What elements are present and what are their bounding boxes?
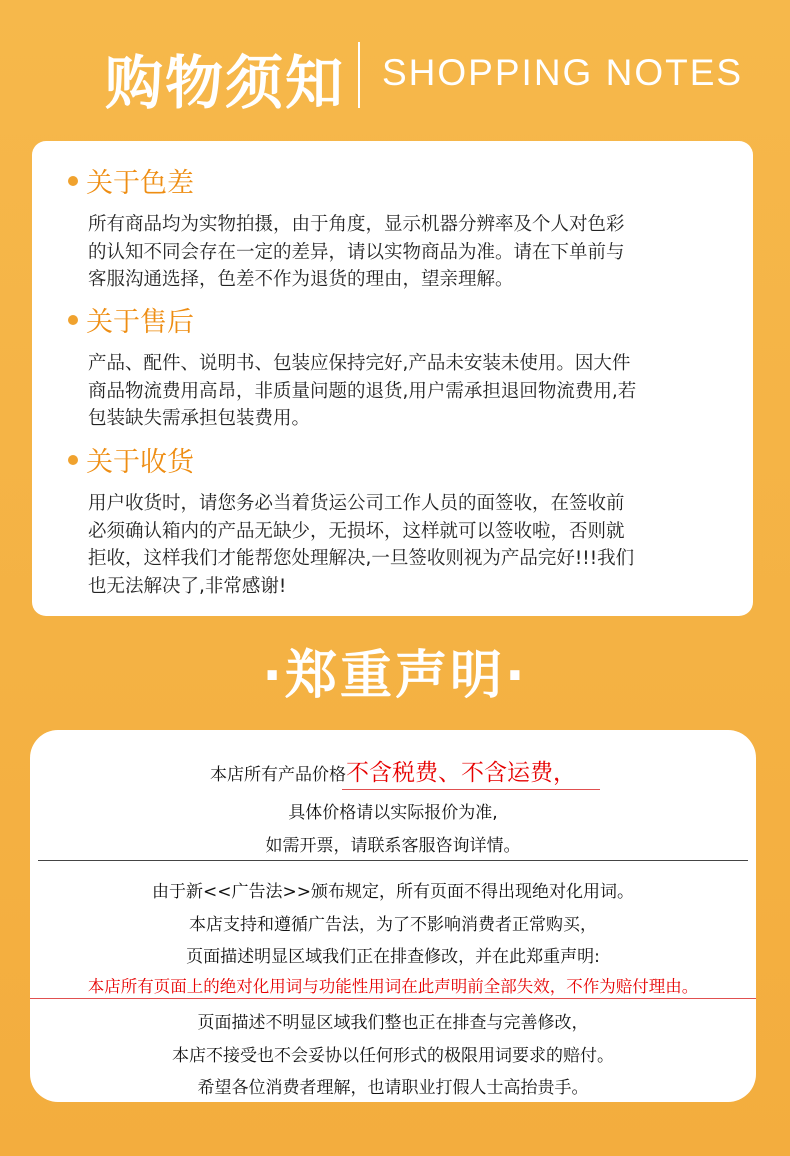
bullet-icon <box>68 455 78 465</box>
declaration-title: ·郑重声明· <box>262 646 528 706</box>
law-line: 本店支持和遵循广告法，为了不影响消费者正常购买， <box>189 915 597 935</box>
note-body <box>88 211 738 294</box>
price-line-2: 具体价格请以实际报价为准, <box>288 803 498 823</box>
note-line: 客服沟通选择，色差不作为退货的理由，望亲理解。 <box>88 269 514 290</box>
law-line: 希望各位消费者理解，也请职业打假人士高抬贵手。 <box>197 1078 589 1098</box>
law-line: 本店不接受也不会妥协以任何形式的极限用词要求的赔付。 <box>172 1046 614 1066</box>
price-line-3: 如需开票，请联系客服咨询详情。 <box>265 836 521 856</box>
page-header <box>0 30 790 120</box>
law-warning-line: 本店所有页面上的绝对化用词与功能性用词在此声明前全部失效，不作为赔付理由。 <box>87 977 699 996</box>
shopping-notes-card <box>32 141 753 616</box>
note-line: 拒收，这样我们才能帮您处理解决,一旦签收则视为产品完好!!!我们 <box>88 548 635 569</box>
note-line: 的认知不同会存在一定的差异，请以实物商品为准。请在下单前与 <box>88 241 625 263</box>
price-prefix: 本店所有产品价格 <box>210 765 346 785</box>
warning-underline <box>30 998 756 999</box>
note-line: 所有商品均为实物拍摄，由于角度，显示机器分辨率及个人对色彩 <box>88 214 625 235</box>
note-line: 商品物流费用高昂，非质量问题的退货,用户需承担退回物流费用,若 <box>88 380 637 402</box>
page-subtitle: SHOPPING NOTES <box>382 52 744 93</box>
note-line: 必须确认箱内的产品无缺少，无损坏，这样就可以签收啦，否则就 <box>88 520 625 542</box>
note-line: 用户收货时，请您务必当着货运公司工作人员的面签收，在签收前 <box>88 493 625 514</box>
note-line: 也无法解决了,非常感谢! <box>88 575 287 597</box>
declaration-card <box>30 730 756 1102</box>
law-line: 页面描述不明显区域我们整也正在排查与完善修改， <box>197 1013 589 1033</box>
note-title: 关于售后 <box>86 307 194 338</box>
note-body <box>88 490 738 600</box>
title-separator <box>358 42 360 108</box>
price-highlight: 不含税费、不含运费， <box>346 760 576 786</box>
price-line <box>30 754 756 787</box>
page-title: 购物须知 <box>105 49 346 117</box>
law-line: 页面描述明显区域我们正在排查修改，并在此郑重声明: <box>186 947 600 967</box>
note-title: 关于收货 <box>86 447 194 478</box>
note-line: 产品、配件、说明书、包装应保持完好,产品未安装未使用。因大件 <box>88 353 631 374</box>
note-title: 关于色差 <box>86 168 194 199</box>
bullet-icon <box>68 315 78 325</box>
law-line: 由于新<<广告法>>颁布规定，所有页面不得出现绝对化用词。 <box>152 882 634 902</box>
bullet-icon <box>68 176 78 186</box>
section-divider <box>38 860 748 861</box>
note-body <box>88 350 738 433</box>
note-line: 包装缺失需承担包装费用。 <box>88 408 311 429</box>
price-underline <box>342 789 600 790</box>
